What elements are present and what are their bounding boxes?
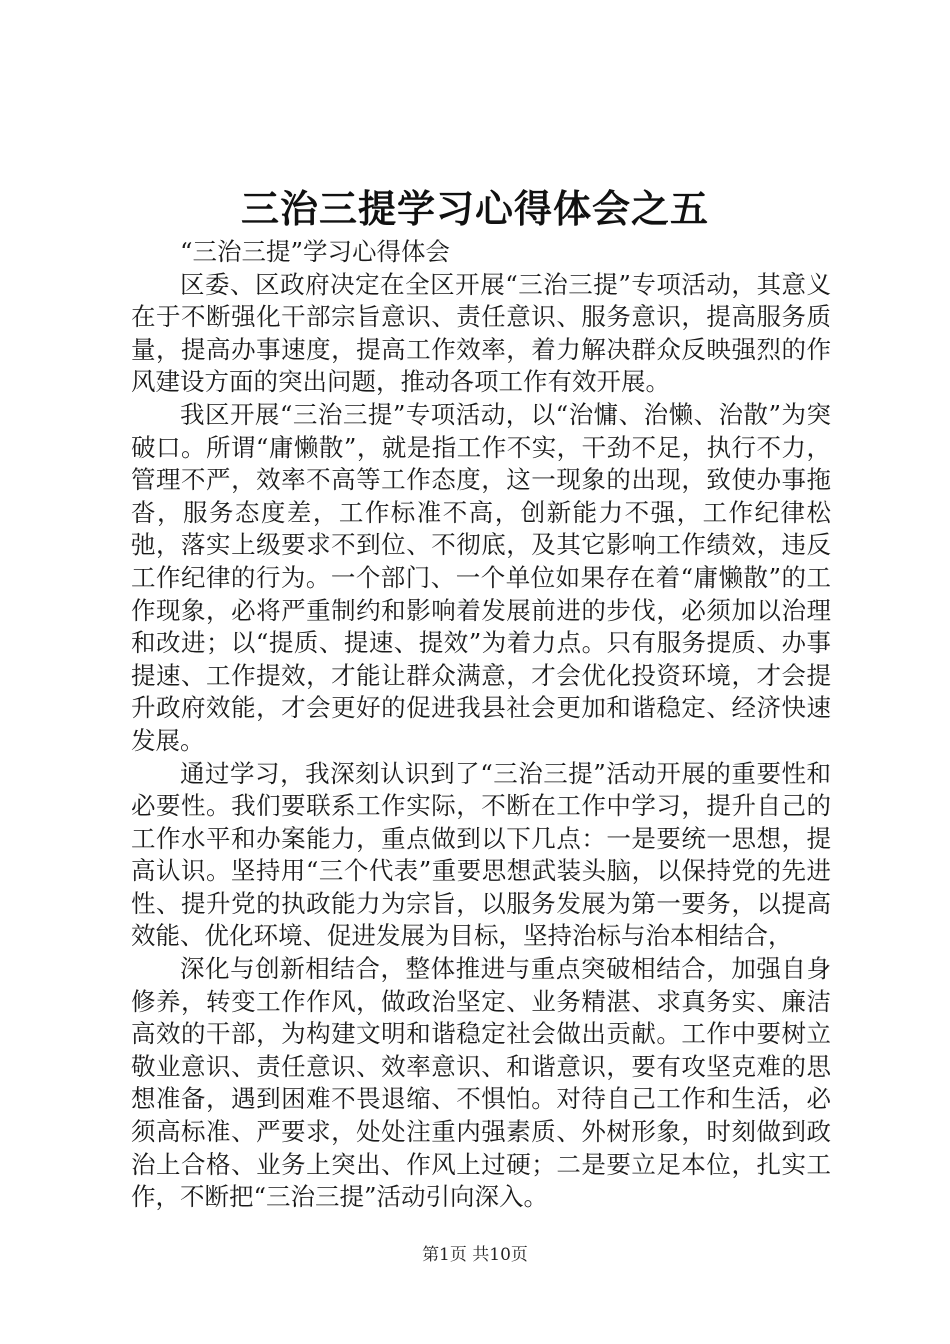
document-body <box>131 236 831 1214</box>
body-paragraph: 区委、区政府决定在全区开展“三治三提”专项活动，其意义在于不断强化干部宗旨意识、责任意识、服务意识，提高服务质量，提高办事速度，提高工作效率，着力解决群众反映强烈的作风建设方面的突出问题，推动各项工作有效开展。 <box>131 269 831 397</box>
body-paragraph: 我区开展“三治三提”专项活动，以“治慵、治懒、治散”为突破口。所谓“庸懒散”，就是指工作不实，干劲不足，执行不力，管理不严，效率不高等工作态度，这一现象的出现，致使办事拖沓，服务态度差，工作标准不高，创新能力不强，工作纪律松弛，落实上级要求不到位、不彻底，及其它影响工作绩效，违反工作纪律的行为。一个部门、一个单位如果存在着“庸懒散”的工作现象，必将严重制约和影响着发展前进的步伐，必须加以治理和改进；以“提质、提速、提效”为着力点。只有服务提质、办事提速、工作提效，才能让群众满意，才会优化投资环境，才会提升政府效能，才会更好的促进我县社会更加和谐稳定、经济快速发展。 <box>131 399 831 755</box>
document-title: 三治三提学习心得体会之五 <box>240 186 709 231</box>
subtitle-paragraph: “三治三提”学习心得体会 <box>180 237 451 266</box>
body-paragraph: 通过学习，我深刻认识到了“三治三提”活动开展的重要性和必要性。我们要联系工作实际，不断在工作中学习，提升自己的工作水平和办案能力，重点做到以下几点：一是要统一思想，提高认识。坚持用“三个代表”重要思想武装头脑，以保持党的先进性、提升党的执政能力为宗旨，以服务发展为第一要务，以提高效能、优化环境、促进发展为目标，坚持治标与治本相结合， <box>131 758 831 951</box>
body-paragraph: 深化与创新相结合，整体推进与重点突破相结合，加强自身修养，转变工作作风，做政治坚定、业务精湛、求真务实、廉洁高效的干部，为构建文明和谐稳定社会做出贡献。工作中要树立敬业意识、责任意识、效率意识、和谐意识，要有攻坚克难的思想准备，遇到困难不畏退缩、不惧怕。对待自己工作和生活，必须高标准、严要求，处处注重内强素质、外树形象，时刻做到政治上合格、业务上突出、作风上过硬；二是要立足本位，扎实工作，不断把“三治三提”活动引向深入。 <box>131 954 831 1212</box>
page-number-footer: 第1页 共10页 <box>422 1245 528 1265</box>
